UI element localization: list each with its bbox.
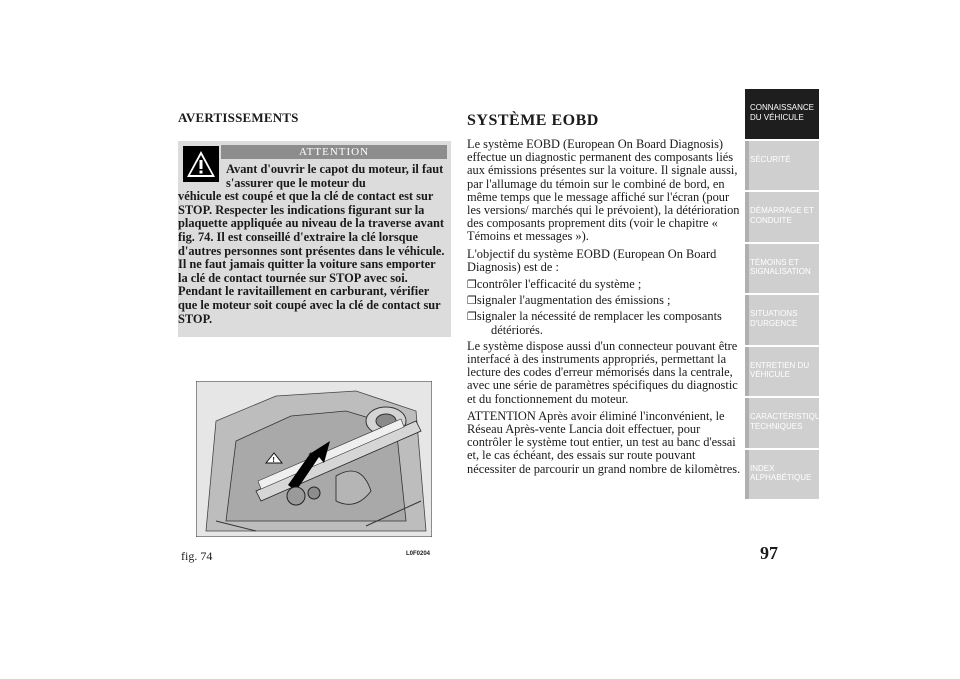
checkbox-bullet-icon: ❒ [467,294,477,308]
nav-tab-connaissance[interactable]: CONNAISSANCE DU VÉHICULE [745,89,819,141]
nav-tab-caracteristiques[interactable]: CARACTÉRISTIQUES TECHNIQUES [745,398,819,450]
figure-code: L0F0204 [406,551,431,557]
list-item [467,278,742,291]
warning-text-first: Avant d'ouvrir le capot du moteur, il faut s'assurer que le moteur du [226,162,444,190]
paragraph-attention: ATTENTION Après avoir éliminé l'inconvénient, le Réseau Après-vente Lancia doit effectuer, pour contrôler le système tout entier, un test au banc d'essai et, le cas échéant, des essais sur route pouvant nécessiter de parcourir un grand nombre de kilomètres. [467,408,741,476]
list-item [467,310,742,336]
warning-box [178,141,451,337]
warning-text-rest: véhicule est coupé et que la clé de contact est sur STOP. Respecter les indications figurant sur la plaquette appliquée au niveau de la traverse avant fig. 74. Il est conseillé d'extraire la clé lorsque d'autres personnes sont présentes dans le véhicule. Il ne faut jamais quitter la voiture sans emporter la clé de contact tournée sur STOP avec soi. Pendant le ravitaillement en carburant, vérifier que le moteur soit coupé avec la clé de contact sur STOP. [178,189,445,326]
paragraph-intro: Le système EOBD (European On Board Diagnosis) effectue un diagnostic permanent des composants liés aux émissions présentes sur la voiture. Il signale aussi, par l'allumage du témoin sur le combiné de bord, en même temps que le message affiché sur l'écran (pour les versions/ marchés qui le prévoient), la détérioration des composants proprement dits (voir le chapitre « Témoins et messages »). [467,137,740,244]
svg-text:!: ! [272,457,275,464]
nav-tab-urgence[interactable]: SITUATIONS D'URGENCE [745,295,819,347]
nav-tab-securite[interactable]: SÉCURITÉ [745,141,819,193]
list-item-text: signaler l'augmentation des émissions ; [476,293,671,308]
checkbox-bullet-icon: ❒ [467,278,477,292]
nav-tab-index[interactable]: INDEX ALPHABÉTIQUE [745,450,819,502]
warning-title: ATTENTION [221,145,447,159]
checkbox-bullet-icon: ❒ [467,310,477,324]
list-item [467,294,742,307]
paragraph-connector: Le système dispose aussi d'un connecteur pouvant être interfacé à des instruments appropriés, permettant la lecture des codes d'erreur mémorisés dans la centrale, avec une série de paramètres spécifiques du diagnostic et du fonctionnement du moteur. [467,338,738,406]
paragraph-objective: L'objectif du système EOBD (European On Board Diagnosis) est de : [467,246,717,274]
nav-tab-temoins[interactable]: TÉMOINS ET SIGNALISATION [745,244,819,296]
left-column [178,110,451,126]
nav-tab-demarrage[interactable]: DÉMARRAGE ET CONDUITE [745,192,819,244]
page-number: 97 [760,543,778,563]
chapter-nav [745,89,832,501]
figure-caption: fig. 74 [181,549,213,563]
engine-bay-figure [196,381,432,537]
section-heading: AVERTISSEMENTS [178,110,299,125]
right-column [467,112,742,480]
list-item-text: signaler la nécessité de remplacer les composants détériorés. [476,309,722,337]
list-item-text: contrôler l'efficacité du système ; [476,277,642,292]
page-title: SYSTÈME EOBD [467,112,599,129]
warning-text [178,163,447,326]
nav-tab-entretien[interactable]: ENTRETIEN DU VÉHICULE [745,347,819,399]
